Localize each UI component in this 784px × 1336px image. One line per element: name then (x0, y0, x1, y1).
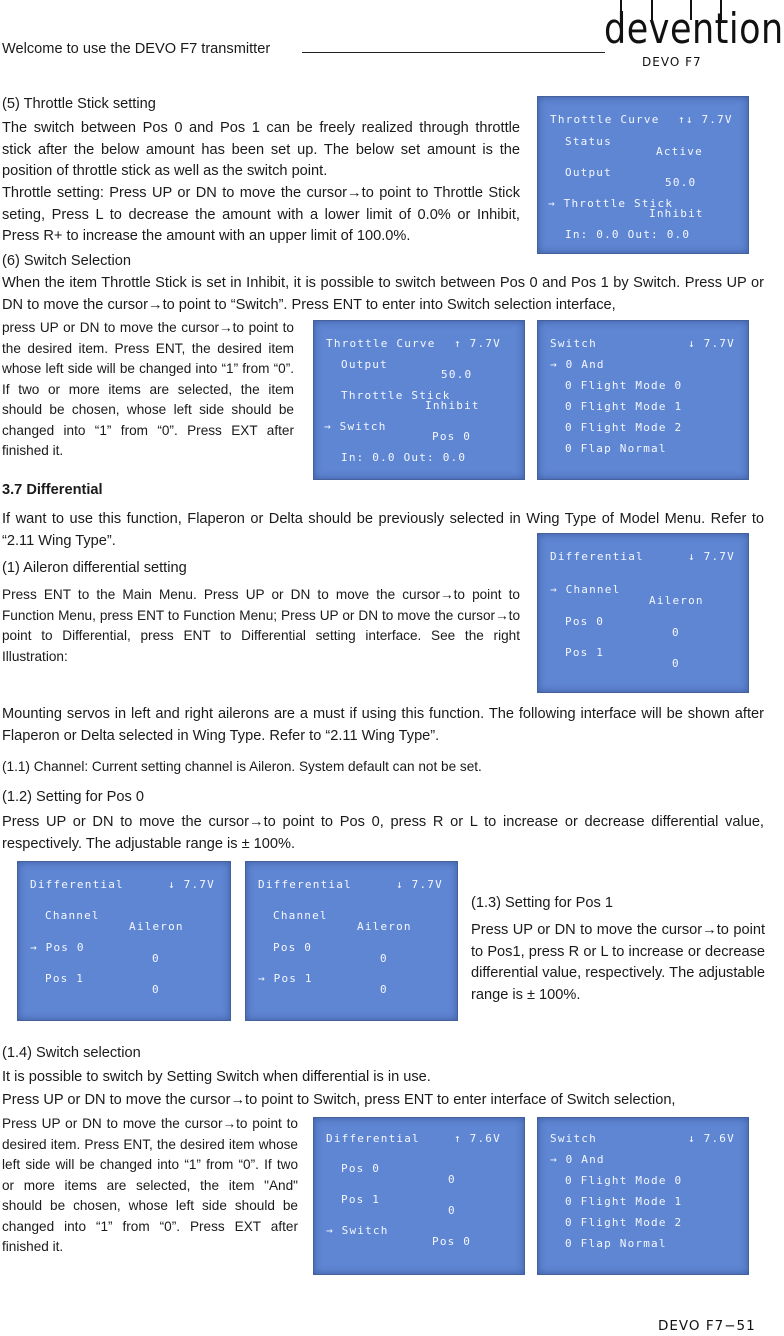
screen-label-selected: → Switch (324, 420, 387, 433)
lcd-screen-switch (537, 1117, 749, 1275)
screen-title: Throttle Curve (550, 113, 660, 126)
screen-label: Channel (45, 909, 100, 922)
screen-label-selected: → Pos 0 (30, 941, 85, 954)
screen-label: Output (565, 166, 612, 179)
paragraph: Press UP or DN to move the cursor→to point to Pos 0, press R or L to increase or decrease differential value, respectively. The adjustable range is ± 100%. (2, 814, 764, 852)
screen-list-item: 0 Flight Mode 1 (565, 400, 683, 413)
screen-value: Pos 0 (432, 1235, 472, 1248)
screen-value: Active (656, 145, 703, 158)
screen-value: Pos 0 (432, 430, 472, 443)
paragraph: press UP or DN to move the cursor→to point to the desired item. Press ENT, the desired item whose left side will be changed into “1” from “0”. If two or more items are selected, the item should be chosen, whose left side should be changed into “1” from “0”. Press EXT after finished it. (2, 320, 294, 458)
lcd-screen-throttle-curve (537, 96, 749, 254)
screen-list-item: 0 Flight Mode 1 (565, 1195, 683, 1208)
paragraph: Press UP or DN to move the cursor→to point to Pos1, press R or L to increase or decrease differential value, respectively. The adjustable range is ± 100%. (471, 922, 765, 1003)
lcd-screen-throttle-curve (313, 320, 525, 480)
logo-subtitle: DEVO F7 (642, 55, 702, 69)
screen-title: Switch (550, 1132, 597, 1145)
screen-value: 50.0 (441, 368, 473, 381)
screen-list-item: 0 Flap Normal (565, 442, 667, 455)
battery-status: ↑↓ 7.7V (678, 113, 733, 126)
battery-status: ↑ 7.7V (454, 337, 501, 350)
screen-list-item: 0 Flap Normal (565, 1237, 667, 1250)
battery-status: ↓ 7.7V (688, 337, 735, 350)
screen-value: 0 (448, 1204, 456, 1217)
screen-label: Output (341, 358, 388, 371)
screen-list-item: 0 Flight Mode 0 (565, 1174, 683, 1187)
paragraph: Throttle setting: Press UP or DN to move the cursor→to point to Throttle Stick seting, Press L to decrease the amount with a lower limit of 0.0% or Inhibit, Press R+ to increase the amount with an upper limit of 100.0%. (2, 185, 520, 244)
paragraph: Mounting servos in left and right ailerons are a must if using this function. The following interface will be shown after Flaperon or Delta selected in Wing Type. Refer to “2.11 Wing Type”. (2, 706, 764, 744)
screen-title: Throttle Curve (326, 337, 436, 350)
screen-label: Throttle Stick (341, 389, 451, 402)
screen-value: Aileron (649, 594, 704, 607)
header-title: Welcome to use the DEVO F7 transmitter (2, 41, 271, 57)
screen-value: 0 (672, 626, 680, 639)
paragraph: Press UP or DN to move the cursor→to point to Switch, press ENT to enter interface of Switch selection, (2, 1092, 676, 1108)
logo-wordmark: devention (604, 6, 784, 54)
screen-label: Pos 0 (273, 941, 313, 954)
section-heading: (5) Throttle Stick setting (2, 96, 156, 112)
screen-in-out: In: 0.0 Out: 0.0 (341, 451, 467, 464)
lcd-screen-differential (245, 861, 458, 1021)
battery-status: ↑ 7.6V (454, 1132, 501, 1145)
subsection-heading: (1.3) Setting for Pos 1 (471, 895, 613, 911)
screen-value: Inhibit (425, 399, 480, 412)
screen-label: Channel (273, 909, 328, 922)
screen-in-out: In: 0.0 Out: 0.0 (565, 228, 691, 241)
battery-status: ↓ 7.7V (688, 550, 735, 563)
screen-value: 0 (152, 952, 160, 965)
page-number: DEVO F7−51 (658, 1318, 756, 1334)
section-heading: 3.7 Differential (2, 482, 103, 498)
screen-label: Pos 1 (341, 1193, 381, 1206)
paragraph: It is possible to switch by Setting Switch when differential is in use. (2, 1069, 431, 1085)
lcd-screen-differential (17, 861, 231, 1021)
screen-title: Differential (30, 878, 124, 891)
screen-label: Pos 1 (45, 972, 85, 985)
paragraph: (1.1) Channel: Current setting channel is Aileron. System default can not be set. (2, 759, 482, 774)
screen-title: Switch (550, 337, 597, 350)
header-rule (302, 52, 605, 53)
screen-value: 0 (152, 983, 160, 996)
screen-label: Pos 0 (341, 1162, 381, 1175)
screen-value: Aileron (357, 920, 412, 933)
screen-title: Differential (550, 550, 644, 563)
paragraph: Press UP or DN to move the cursor→to point to desired item. Press ENT, the desired item whose left side will be changed into “1” from “0”. If two or more items are selected, the item "And" should be chosen, whose left side should be changed into “1” from “0”. Press EXT after finished it. (2, 1116, 298, 1254)
screen-value: 50.0 (665, 176, 697, 189)
screen-list-item: 0 Flight Mode 2 (565, 1216, 683, 1229)
paragraph: When the item Throttle Stick is set in Inhibit, it is possible to switch between Pos 0 and Pos 1 by Switch. Press UP or DN to move the cursor→to point to “Switch”. Press ENT to enter into Switch selection interface, (2, 275, 764, 313)
screen-list-item: → 0 And (550, 1153, 605, 1166)
screen-list-item: 0 Flight Mode 2 (565, 421, 683, 434)
screen-label-selected: → Throttle Stick (548, 197, 674, 210)
subsection-heading: (1.4) Switch selection (2, 1045, 141, 1061)
screen-title: Differential (326, 1132, 420, 1145)
battery-status: ↓ 7.7V (168, 878, 215, 891)
paragraph: The switch between Pos 0 and Pos 1 can be freely realized through throttle stick after the below amount has been set up. The below set amount is the position of throttle stick as well as the switch point. (2, 120, 520, 179)
screen-label: Pos 1 (565, 646, 605, 659)
lcd-screen-differential (537, 533, 749, 693)
screen-title: Differential (258, 878, 352, 891)
battery-status: ↓ 7.7V (396, 878, 443, 891)
screen-label: Status (565, 135, 612, 148)
screen-value: 0 (672, 657, 680, 670)
paragraph: Press ENT to the Main Menu. Press UP or DN to move the cursor→to point to Function Menu, press ENT to Function Menu; Press UP or DN to move the cursor→to point to Differential, press ENT to Differential setting interface. See the right Illustration: (2, 587, 520, 664)
section-heading: (6) Switch Selection (2, 253, 131, 269)
screen-value: Inhibit (649, 207, 704, 220)
screen-list-item: → 0 And (550, 358, 605, 371)
screen-label-selected: → Channel (550, 583, 621, 596)
screen-label-selected: → Switch (326, 1224, 389, 1237)
screen-label: Pos 0 (565, 615, 605, 628)
screen-value: 0 (380, 983, 388, 996)
lcd-screen-switch (537, 320, 749, 480)
paragraph: If want to use this function, Flaperon or Delta should be previously selected in Wing Type of Model Menu. Refer to “2.11 Wing Type”. (2, 511, 764, 549)
lcd-screen-differential (313, 1117, 525, 1275)
screen-list-item: 0 Flight Mode 0 (565, 379, 683, 392)
screen-value: 0 (448, 1173, 456, 1186)
screen-value: Aileron (129, 920, 184, 933)
subsection-heading: (1) Aileron differential setting (2, 560, 187, 576)
subsection-heading: (1.2) Setting for Pos 0 (2, 789, 144, 805)
screen-value: 0 (380, 952, 388, 965)
battery-status: ↓ 7.6V (688, 1132, 735, 1145)
screen-label-selected: → Pos 1 (258, 972, 313, 985)
